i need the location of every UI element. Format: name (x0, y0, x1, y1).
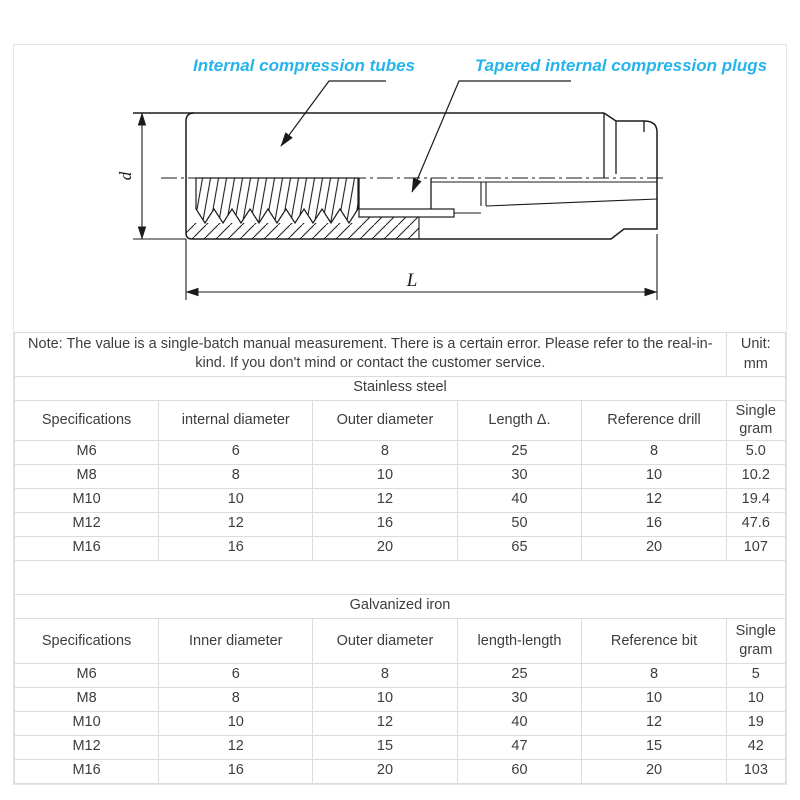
table-cell: 12 (159, 735, 313, 759)
l-dimension-label: L (406, 270, 418, 291)
table-cell: 12 (313, 711, 457, 735)
table-cell: 30 (457, 687, 582, 711)
table-cell: 16 (159, 536, 313, 560)
callout-internal-compression-tubes: Internal compression tubes (193, 56, 415, 75)
column-header: Reference bit (582, 618, 726, 663)
table-cell: 40 (457, 711, 582, 735)
table-cell: M6 (15, 663, 159, 687)
table-cell: 103 (726, 759, 785, 783)
column-header: Single gram (726, 400, 785, 440)
table-cell: M6 (15, 440, 159, 464)
anchor-diagram (14, 45, 786, 332)
column-header: Outer diameter (313, 400, 457, 440)
note-text: Note: The value is a single-batch manual measurement. There is a certain error. Please refer to the real-in-kind. If you don't mind or contact the customer service. (15, 333, 727, 377)
plug-flange (359, 209, 454, 217)
spacer-row (15, 560, 786, 594)
unit-cell (726, 333, 785, 377)
section-title: Galvanized iron (15, 594, 786, 618)
table-cell: 42 (726, 735, 785, 759)
table-cell: 50 (457, 512, 582, 536)
table-cell: 10 (159, 711, 313, 735)
table-row (15, 759, 786, 783)
table-cell: M10 (15, 711, 159, 735)
table-cell: 12 (582, 711, 726, 735)
anchor-technical-drawing (14, 45, 786, 332)
table-cell: 30 (457, 464, 582, 488)
table-cell: 10 (313, 687, 457, 711)
table-cell: 10 (313, 464, 457, 488)
internal-thread (196, 178, 358, 223)
column-header: length-length (457, 618, 582, 663)
table-cell: 8 (159, 687, 313, 711)
table-cell: 8 (582, 663, 726, 687)
table-row (15, 488, 786, 512)
section-title-row (15, 376, 786, 400)
column-header: Reference drill (582, 400, 726, 440)
column-header: Length Δ. (457, 400, 582, 440)
table-row (15, 512, 786, 536)
table-cell: M12 (15, 512, 159, 536)
table-cell: 8 (159, 464, 313, 488)
table-row (15, 536, 786, 560)
column-header: internal diameter (159, 400, 313, 440)
spacer-cell (15, 560, 786, 594)
expansion-slit (431, 182, 657, 213)
table-cell: 6 (159, 440, 313, 464)
leader-plugs (412, 81, 571, 192)
column-header: Specifications (15, 618, 159, 663)
section-title: Stainless steel (15, 376, 786, 400)
table-cell: 10 (159, 488, 313, 512)
table-cell: 10 (582, 687, 726, 711)
specification-table (14, 332, 786, 784)
table-cell: 10 (582, 464, 726, 488)
d-dimension-label: d (116, 171, 135, 181)
table-cell: 47 (457, 735, 582, 759)
table-row (15, 687, 786, 711)
table-row (15, 440, 786, 464)
plug-body (359, 178, 431, 209)
table-cell: 60 (457, 759, 582, 783)
plug-end-details (604, 113, 644, 178)
table-cell: 16 (582, 512, 726, 536)
table-cell: 65 (457, 536, 582, 560)
table-cell: 16 (313, 512, 457, 536)
table-cell: 15 (313, 735, 457, 759)
table-cell: 20 (313, 759, 457, 783)
table-cell: 12 (582, 488, 726, 512)
table-cell: M16 (15, 759, 159, 783)
table-cell: 20 (582, 759, 726, 783)
table-cell: 19.4 (726, 488, 785, 512)
section-title-row (15, 594, 786, 618)
table-cell: 12 (313, 488, 457, 512)
table-cell: M8 (15, 687, 159, 711)
table-cell: 107 (726, 536, 785, 560)
table-cell: 47.6 (726, 512, 785, 536)
unit-value: mm (743, 356, 768, 373)
unit-label: Unit: (740, 336, 771, 352)
header-row (15, 618, 786, 663)
table-cell: 20 (582, 536, 726, 560)
table-cell: 10.2 (726, 464, 785, 488)
table-cell: 25 (457, 440, 582, 464)
product-spec-panel (13, 44, 787, 785)
note-row (15, 333, 786, 377)
callout-tapered-plugs: Tapered internal compression plugs (474, 56, 768, 75)
table-cell: 19 (726, 711, 785, 735)
table-cell: 12 (159, 512, 313, 536)
column-header: Outer diameter (313, 618, 457, 663)
table-cell: 15 (582, 735, 726, 759)
table-cell: 10 (726, 687, 785, 711)
header-row (15, 400, 786, 440)
table-row (15, 464, 786, 488)
table-cell: 8 (313, 440, 457, 464)
table-cell: 8 (582, 440, 726, 464)
column-header: Inner diameter (159, 618, 313, 663)
table-cell: 5 (726, 663, 785, 687)
table-cell: 40 (457, 488, 582, 512)
table-cell: 25 (457, 663, 582, 687)
table-cell: M10 (15, 488, 159, 512)
table-cell: 8 (313, 663, 457, 687)
column-header: Specifications (15, 400, 159, 440)
table-cell: 16 (159, 759, 313, 783)
table-cell: 20 (313, 536, 457, 560)
table-cell: 6 (159, 663, 313, 687)
table-row (15, 711, 786, 735)
table-cell: 5.0 (726, 440, 785, 464)
table-cell: M8 (15, 464, 159, 488)
table-row (15, 735, 786, 759)
table-row (15, 663, 786, 687)
column-header: Single gram (726, 618, 785, 663)
table-cell: M16 (15, 536, 159, 560)
table-cell: M12 (15, 735, 159, 759)
